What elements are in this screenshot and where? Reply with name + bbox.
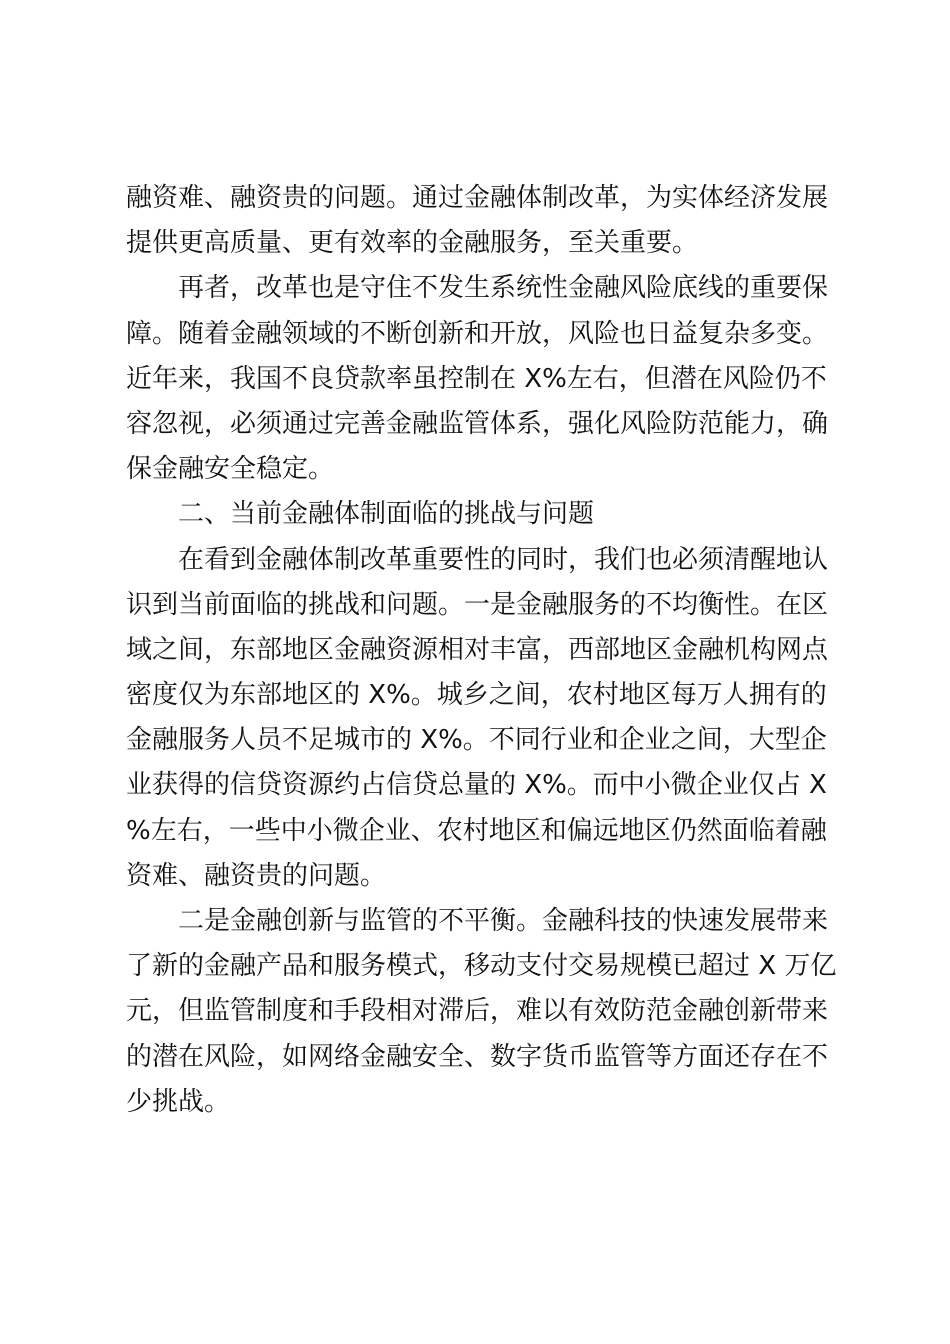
paragraph-line: 障。随着金融领域的不断创新和开放，风险也日益复杂多变。 xyxy=(126,318,829,349)
paragraph-line: 识到当前面临的挑战和问题。一是金融服务的不均衡性。在区 xyxy=(126,589,829,620)
paragraph-line: 了新的金融产品和服务模式，移动支付交易规模已超过 X 万亿 xyxy=(126,951,837,982)
paragraph-line: 容忽视，必须通过完善金融监管体系，强化风险防范能力，确 xyxy=(126,408,829,439)
paragraph-line: 融资难、融资贵的问题。通过金融体制改革，为实体经济发展 xyxy=(126,183,829,213)
paragraph-line: 近年来，我国不良贷款率虽控制在 X%左右，但潜在风险仍不 xyxy=(126,363,827,394)
paragraph-line: 保金融安全稳定。 xyxy=(126,454,335,485)
paragraph-line: 的潜在风险，如网络金融安全、数字货币监管等方面还存在不 xyxy=(126,1041,829,1072)
paragraph-line: 域之间，东部地区金融资源相对丰富，西部地区金融机构网点 xyxy=(126,634,829,665)
paragraph-line: 业获得的信贷资源约占信贷总量的 X%。而中小微企业仅占 X xyxy=(126,770,827,801)
paragraph-line: 提供更高质量、更有效率的金融服务，至关重要。 xyxy=(126,228,699,259)
paragraph-line: %左右，一些中小微企业、农村地区和偏远地区仍然面临着融 xyxy=(126,815,827,846)
paragraph-line: 再者，改革也是守住不发生系统性金融风险底线的重要保 xyxy=(178,273,829,304)
paragraph-line: 金融服务人员不足城市的 X%。不同行业和企业之间，大型企 xyxy=(126,725,827,756)
paragraph-line: 二是金融创新与监管的不平衡。金融科技的快速发展带来 xyxy=(178,906,829,936)
section-heading: 二、当前金融体制面临的挑战与问题 xyxy=(178,499,595,530)
paragraph-line: 在看到金融体制改革重要性的同时，我们也必须清醒地认 xyxy=(178,544,829,575)
paragraph-line: 密度仅为东部地区的 X%。城乡之间，农村地区每万人拥有的 xyxy=(126,680,827,711)
paragraph-line: 资难、融资贵的问题。 xyxy=(126,860,387,891)
paragraph-line: 元，但监管制度和手段相对滞后，难以有效防范金融创新带来 xyxy=(126,996,829,1027)
paragraph-line: 少挑战。 xyxy=(126,1086,231,1117)
document-body xyxy=(126,176,837,1125)
